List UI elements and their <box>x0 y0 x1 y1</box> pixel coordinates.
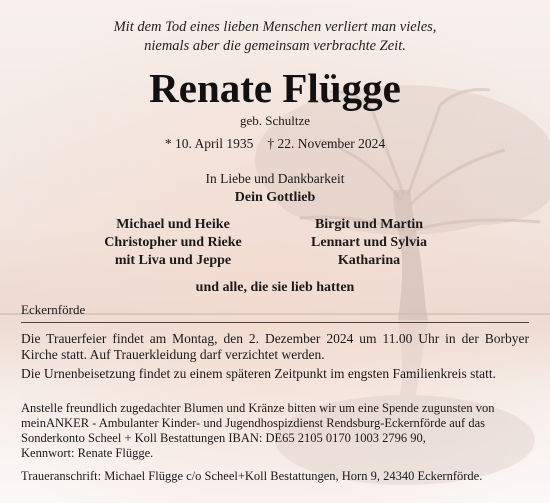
mourner-line: Katharina <box>337 253 401 268</box>
donation-request <box>21 401 529 461</box>
spouse-name: Dein Gottlieb <box>234 190 316 205</box>
divider <box>21 322 529 323</box>
quote-line-1: Mit dem Tod eines lieben Menschen verliert man vieles, <box>113 19 437 35</box>
donation-line: Anstelle freundlich zugedachter Blumen und Kränze bitten wir um eine Spende zugunsten von <box>21 401 495 415</box>
funeral-notice: Die Trauerfeier findet am Montag, den 2. Dezember 2024 um 11.00 Uhr in der Borbyer Kirche statt. Auf Trauerkleidung darf verzichtet werden. <box>21 331 529 362</box>
mourner-line: Birgit und Martin <box>314 217 424 232</box>
mourner-line: Lennart und Sylvia <box>311 235 427 250</box>
mourners-right-column <box>269 216 469 270</box>
mourners-closing: und alle, die sie lieb hatten <box>195 280 355 295</box>
mourning-address: Traueranschrift: Michael Flügge c/o Scheel+Koll Bestattungen, Horn 9, 24340 Eckernförde. <box>21 469 483 483</box>
donation-line: Kennwort: Renate Flügge. <box>21 446 154 460</box>
mourner-line: Christopher und Rieke <box>104 235 242 250</box>
place-name: Eckernförde <box>21 302 86 317</box>
deceased-name: Renate Flügge <box>149 65 401 111</box>
death-date: † 22. November 2024 <box>267 136 386 151</box>
quote-line-2: niemals aber die gemeinsam verbrachte Zeit. <box>144 38 406 54</box>
donation-line: meinANKER - Ambulanter Kinder- und Jugendhospizdienst Rendsburg-Eckernförde auf das <box>21 416 485 430</box>
birth-date: * 10. April 1935 <box>164 136 254 151</box>
memorial-quote <box>0 18 550 56</box>
mourners-left-column <box>73 216 273 270</box>
life-dates <box>0 135 550 153</box>
mourner-line: mit Liva und Jeppe <box>114 253 232 268</box>
urn-burial-notice: Die Urnenbeisetzung findet zu einem späteren Zeitpunkt im engsten Familienkreis statt. <box>21 366 496 381</box>
mourner-line: Michael und Heike <box>116 217 230 232</box>
maiden-name: geb. Schultze <box>239 113 311 128</box>
donation-line: Sonderkonto Scheel + Koll Bestattungen IBAN: DE65 2105 0170 1003 2796 90, <box>21 431 426 445</box>
mourners-intro: In Liebe und Dankbarkeit <box>205 171 345 186</box>
